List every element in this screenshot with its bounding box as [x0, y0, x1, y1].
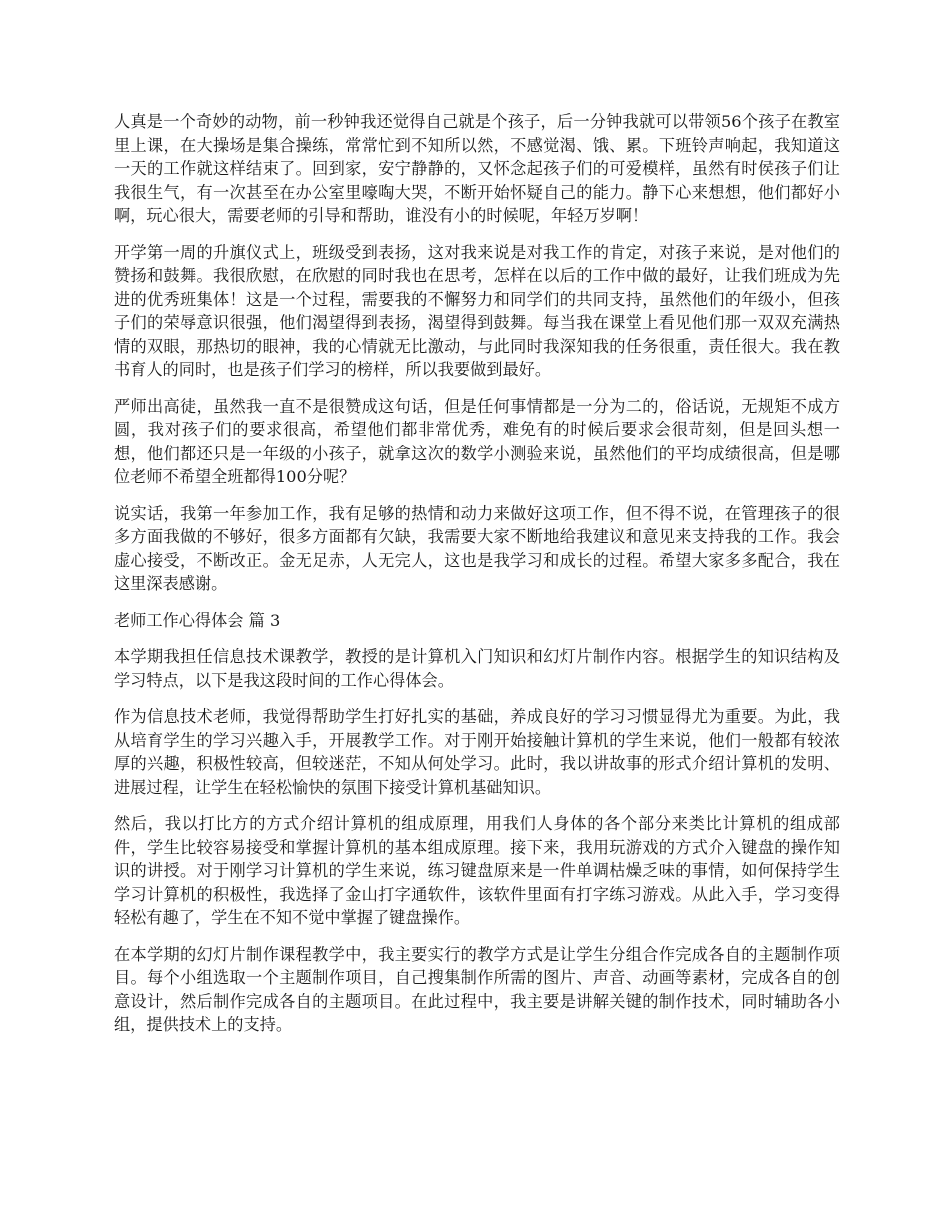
document-body	[114, 110, 840, 1050]
paragraph: 然后，我以打比方的方式介绍计算机的组成原理，用我们人身体的各个部分来类比计算机的组成部件，学生比较容易接受和掌握计算机的基本组成原理。接下来，我用玩游戏的方式介入键盘的操作知识的讲授。对于刚学习计算机的学生来说，练习键盘原来是一件单调枯燥乏味的事情，如何保持学生学习计算机的积极性，我选择了金山打字通软件，该软件里面有打字练习游戏。从此入手，学习变得轻松有趣了，学生在不知不觉中掌握了键盘操作。	[114, 814, 840, 927]
paragraph: 说实话，我第一年参加工作，我有足够的热情和动力来做好这项工作，但不得不说，在管理孩子的很多方面我做的不够好，很多方面都有欠缺，我需要大家不断地给我建议和意见来支持我的工作。我会虚心接受，不断改正。金无足赤，人无完人，这也是我学习和成长的过程。希望大家多多配合，我在这里深表感谢。	[114, 503, 840, 593]
paragraph: 人真是一个奇妙的动物，前一秒钟我还觉得自己就是个孩子，后一分钟我就可以带领56个孩子在教室里上课，在大操场是集合操练，常常忙到不知所以然，不感觉渴、饿、累。下班铃声响起，我知道这一天的工作就这样结束了。回到家，安宁静静的，又怀念起孩子们的可爱模样，虽然有时侯孩子们让我很生气，有一次甚至在办公室里嚎啕大哭，不断开始怀疑自己的能力。静下心来想想，他们都好小啊，玩心很大，需要老师的引导和帮助，谁没有小的时候呢，年轻万岁啊！	[114, 112, 840, 225]
paragraph: 严师出高徒，虽然我一直不是很赞成这句话，但是任何事情都是一分为二的，俗话说，无规矩不成方圆，我对孩子们的要求很高，希望他们都非常优秀，难免有的时候后要求会很苛刻，但是回头想一想，他们都还只是一年级的小孩子，就拿这次的数学小测验来说，虽然他们的平均成绩很高，但是哪位老师不希望全班都得100分呢？	[114, 396, 840, 486]
section-heading: 老师工作心得体会 篇 3	[114, 610, 281, 630]
paragraph: 在本学期的幻灯片制作课程教学中，我主要实行的教学方式是让学生分组合作完成各自的主题制作项目。每个小组选取一个主题制作项目，自己搜集制作所需的图片、声音、动画等素材，完成各自的创意设计，然后制作完成各自的主题项目。在此过程中，我主要是讲解关键的制作技术，同时辅助各小组，提供技术上的支持。	[114, 944, 840, 1034]
paragraph: 开学第一周的升旗仪式上，班级受到表扬，这对我来说是对我工作的肯定，对孩子来说，是对他们的赞扬和鼓舞。我很欣慰，在欣慰的同时我也在思考，怎样在以后的工作中做的最好，让我们班成为先进的优秀班集体！这是一个过程，需要我的不懈努力和同学们的共同支持，虽然他们的年级小，但孩子们的荣辱意识很强，他们渴望得到表扬，渴望得到鼓舞。每当我在课堂上看见他们那一双双充满热情的双眼，那热切的眼神，我的心情就无比激动，与此同时我深知我的任务很重，责任很大。我在教书育人的同时，也是孩子们学习的榜样，所以我要做到最好。	[114, 242, 840, 379]
paragraph: 本学期我担任信息技术课教学，教授的是计算机入门知识和幻灯片制作内容。根据学生的知识结构及学习特点，以下是我这段时间的工作心得体会。	[114, 647, 840, 690]
paragraph: 作为信息技术老师，我觉得帮助学生打好扎实的基础，养成良好的学习习惯显得尤为重要。为此，我从培育学生的学习兴趣入手，开展教学工作。对于刚开始接触计算机的学生来说，他们一般都有较浓厚的兴趣，积极性较高，但较迷茫，不知从何处学习。此时，我以讲故事的形式介绍计算机的发明、进展过程，让学生在轻松愉快的氛围下接受计算机基础知识。	[114, 707, 840, 797]
